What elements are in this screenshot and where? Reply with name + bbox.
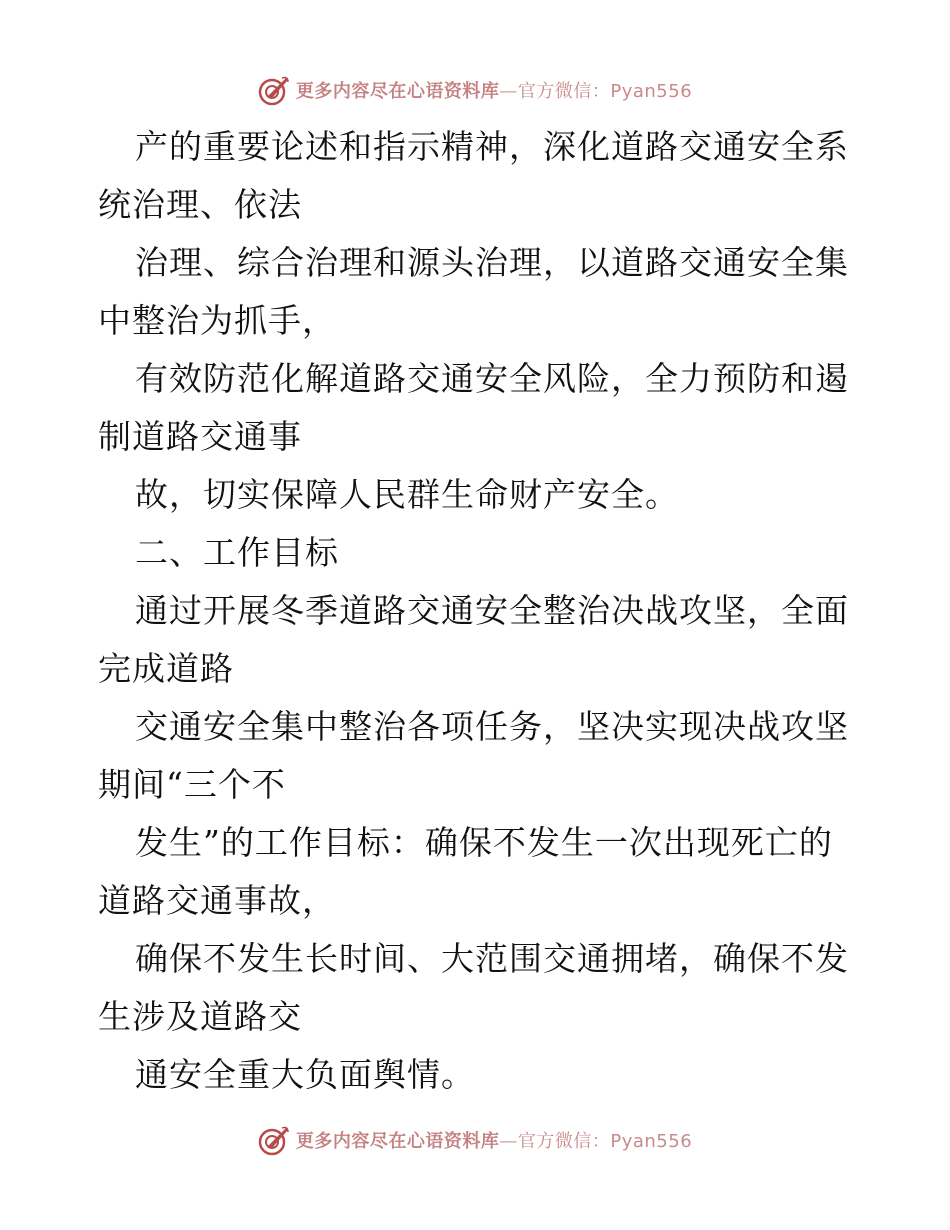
- text-line: 产的重要论述和指示精神，深化道路交通安全系: [135, 127, 849, 166]
- watermark-separator: —: [499, 81, 518, 102]
- text-line: 统治理、依法: [98, 185, 302, 224]
- watermark-id: Pyan556: [610, 1131, 693, 1152]
- quill-logo-icon: [258, 1124, 290, 1156]
- text-line: 通过开展冬季道路交通安全整治决战攻坚，全面: [135, 591, 849, 630]
- text-line: 制道路交通事: [98, 417, 302, 456]
- text-line: 故，切实保障人民群生命财产安全。: [135, 475, 679, 514]
- header-watermark: [0, 70, 950, 110]
- document-body: [98, 118, 858, 1104]
- text-line: 生涉及道路交: [98, 997, 302, 1036]
- watermark-text: [296, 77, 692, 103]
- watermark-label: 官方微信：: [517, 1131, 611, 1152]
- text-line: 道路交通事故，: [98, 881, 336, 920]
- watermark-label: 官方微信：: [517, 81, 611, 102]
- text-line: 期间“三个不: [98, 765, 286, 804]
- footer-watermark: [0, 1120, 950, 1160]
- text-line: 确保不发生长时间、大范围交通拥堵，确保不发: [135, 939, 849, 978]
- text-line: 治理、综合治理和源头治理，以道路交通安全集: [135, 243, 849, 282]
- text-line: 中整治为抓手，: [98, 301, 336, 340]
- text-line: 交通安全集中整治各项任务，坚决实现决战攻坚: [135, 707, 849, 746]
- watermark-text: [296, 1127, 692, 1153]
- watermark-id: Pyan556: [610, 81, 693, 102]
- watermark-main: 更多内容尽在心语资料库: [295, 81, 500, 102]
- text-line: 完成道路: [98, 649, 234, 688]
- watermark-main: 更多内容尽在心语资料库: [295, 1131, 500, 1152]
- quill-logo-icon: [258, 74, 290, 106]
- text-line: 有效防范化解道路交通安全风险，全力预防和遏: [135, 359, 849, 398]
- text-line: 发生”的工作目标：确保不发生一次出现死亡的: [135, 823, 833, 862]
- text-line: 通安全重大负面舆情。: [135, 1055, 475, 1094]
- watermark-separator: —: [499, 1131, 518, 1152]
- section-heading: 二、工作目标: [135, 533, 339, 572]
